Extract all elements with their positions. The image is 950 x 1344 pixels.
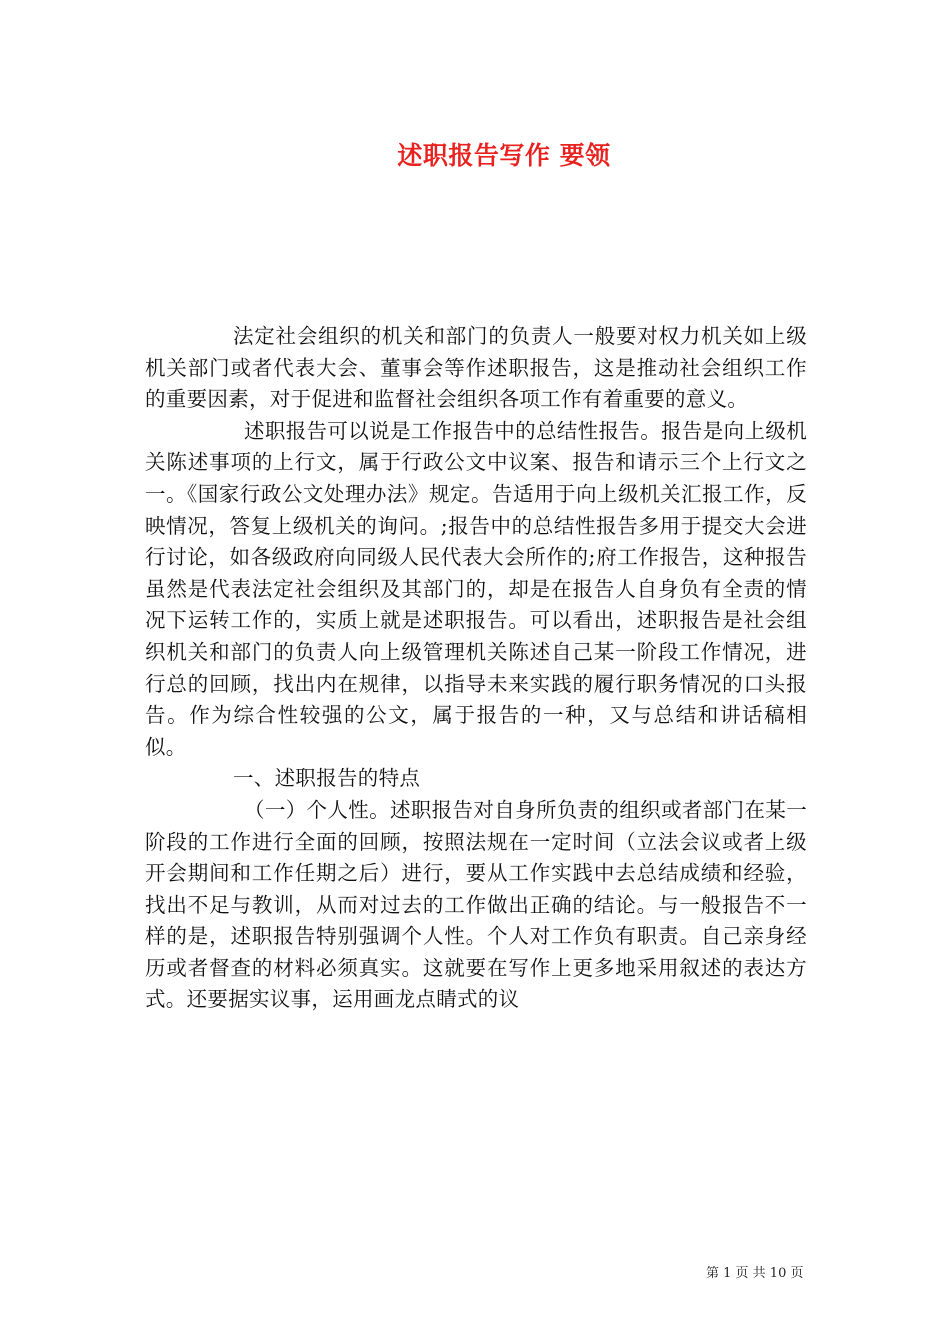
section-heading-features: 一、述职报告的特点 <box>233 766 421 791</box>
paragraph-definition: 述职报告可以说是工作报告中的总结性报告。报告是向上级机关陈述事项的上行文，属于行政公文中议案、报告和请示三个上行文之一。《国家行政公文处理办法》规定。告适用于向上级机关汇报工作，反映情况，答复上级机关的询问。;报告中的总结性报告多用于提交大会进行讨论，如各级政府向同级人民代表大会所作的;府工作报告，这种报告虽然是代表法定社会组织及其部门的，却是在报告人自身负有全责的情况下运转工作的，实质上就是述职报告。可以看出，述职报告是社会组织机关和部门的负责人向上级管理机关陈述自己某一阶段工作情况，进行总的回顾，找出内在规律，以指导未来实践的履行职务情况的口头报告。作为综合性较强的公文，属于报告的一种，又与总结和讲话稿相似。 <box>145 418 807 759</box>
document-body <box>145 321 807 1016</box>
document-title: 述职报告写作 要领 <box>397 141 611 170</box>
paragraph-intro: 法定社会组织的机关和部门的负责人一般要对权力机关如上级机关部门或者代表大会、董事会等作述职报告，这是推动社会组织工作的重要因素，对于促进和监督社会组织各项工作有着重要的意义。 <box>145 324 807 412</box>
page-number: 第 1 页 共 10 页 <box>706 1266 804 1281</box>
paragraph-individuality: （一）个人性。述职报告对自身所负责的组织或者部门在某一阶段的工作进行全面的回顾，按照法规在一定时间（立法会议或者上级开会期间和工作任期之后）进行，要从工作实践中去总结成绩和经验，找出不足与教训，从而对过去的工作做出正确的结论。与一般报告不一样的是，述职报告特别强调个人性。个人对工作负有职责。自己亲身经历或者督查的材料必须真实。这就要在写作上更多地采用叙述的表达方式。还要据实议事，运用画龙点睛式的议 <box>145 797 807 1012</box>
